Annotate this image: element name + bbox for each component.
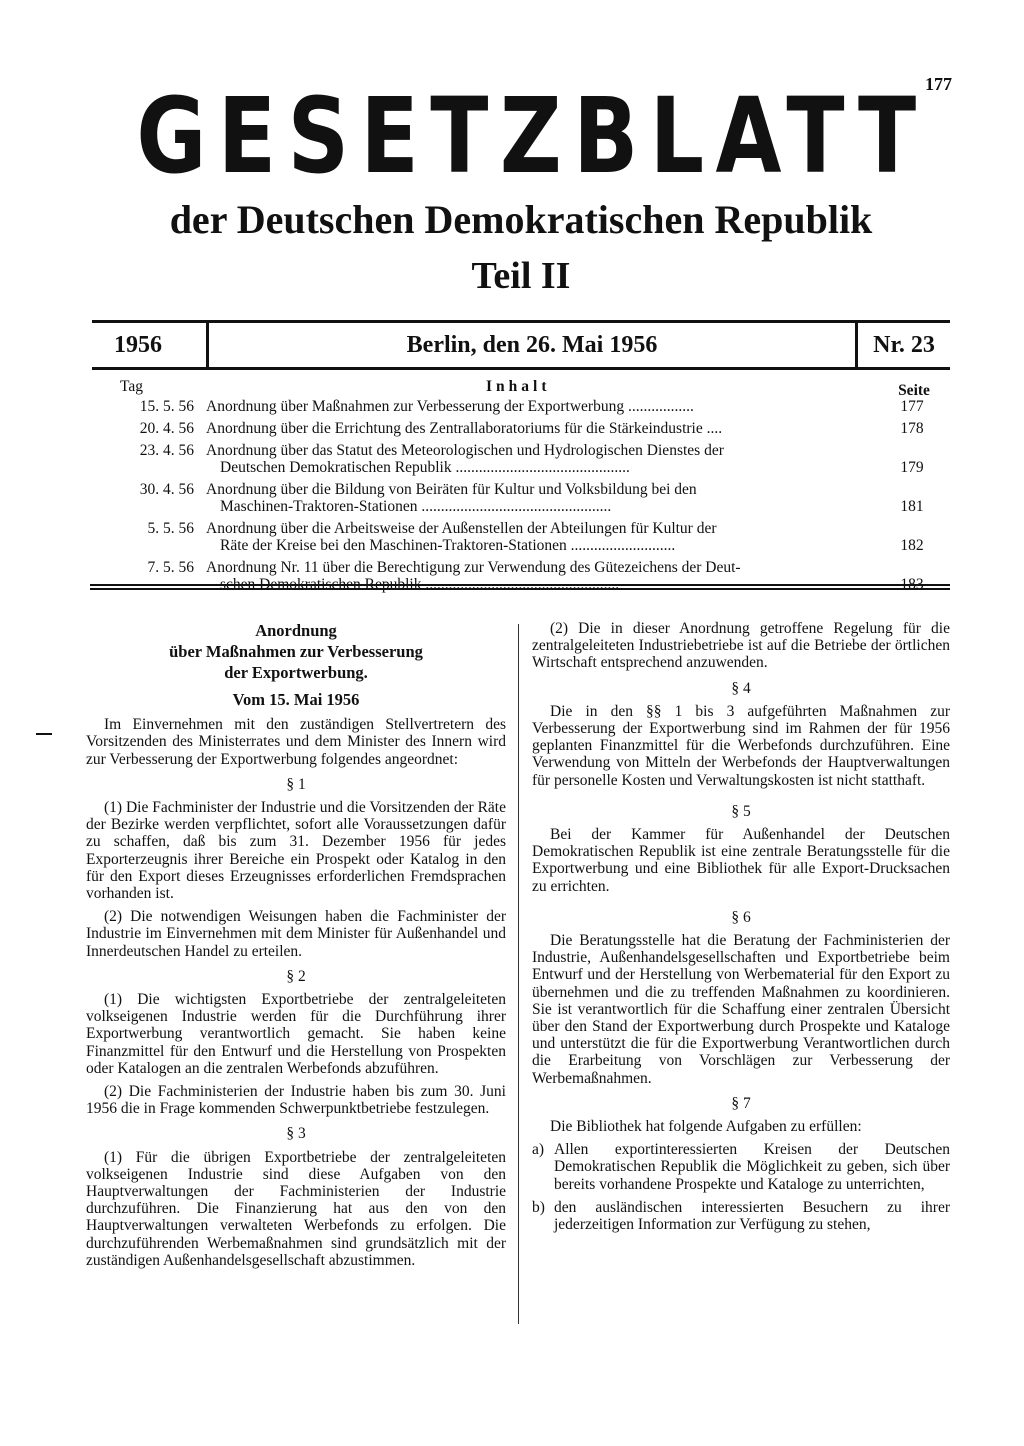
section-7-heading: § 7 — [731, 1094, 751, 1112]
list-item-label: b) — [532, 1198, 545, 1216]
list-item-label: a) — [532, 1141, 545, 1159]
toc-entry — [96, 442, 948, 476]
toc-page: 179 — [900, 459, 924, 476]
section-3-heading: § 3 — [286, 1125, 306, 1143]
toc-text-cont: Maschinen-Traktoren-Stationen ................................................. — [220, 498, 612, 515]
toc-date: 15. 5. 56 — [139, 398, 194, 415]
issue-year: 1956 — [92, 323, 209, 367]
toc-tag-header: Tag — [120, 378, 144, 395]
section-3-para-1: (1) Für die übrigen Exportbetriebe der zentralgeleiteten volkseigenen Industrie sind diese Aufgaben von den Hauptverwaltungen der Fachministerien der Industrie durchzuführen. Die Finanzierung hat aus den von den Hauptverwaltungen verwalteten Werbefonds zu erfolgen. Die durchzuführenden Werbemaßnahmen sind grundsätzlich mit der zuständigen Außenhandelsgesellschaft abzustimmen. — [86, 1148, 506, 1269]
column-divider — [518, 624, 519, 1324]
toc-entry — [96, 481, 948, 515]
toc-entry — [96, 398, 948, 415]
left-column — [86, 620, 506, 1275]
margin-mark — [36, 733, 52, 735]
gazette-title: GESETZBLATT — [136, 75, 928, 197]
issue-bar — [92, 320, 950, 370]
toc-date: 5. 5. 56 — [147, 520, 194, 537]
toc-date: 7. 5. 56 — [147, 559, 194, 576]
section-2-para-2: (2) Die Fachministerien der Industrie haben bis zum 30. Juni 1956 die in Frage kommenden Schwerpunktbetriebe festzulegen. — [86, 1083, 506, 1118]
toc-page: 178 — [900, 420, 924, 437]
gazette-part: Teil II — [471, 255, 571, 297]
toc-text-cont: Räte der Kreise bei den Maschinen-Traktoren-Stationen ........................... — [220, 537, 676, 554]
toc-text — [206, 398, 876, 415]
section-4-para-1: Die in den §§ 1 bis 3 aufgeführten Maßnahmen zur Verbesserung der Exportwerbung sind im Rahmen der für 1956 geplanten Finanzmittel für die Werbefonds durchzuführen. Eine Verwendung von Mitteln der Werbefonds der Hauptverwaltungen für personelle Kosten und Verwaltungskosten ist nicht statthaft. — [532, 702, 950, 789]
toc-date: 30. 4. 56 — [139, 481, 194, 498]
decree-title-line: der Exportwerbung. — [224, 663, 368, 682]
toc-entry — [96, 520, 948, 554]
decree-title-line: über Maßnahmen zur Verbesserung — [169, 642, 423, 661]
toc-text-line: Anordnung über die Errichtung des Zentrallaboratoriums für die Stärkeindustrie .... — [206, 420, 723, 437]
toc-entry — [96, 420, 948, 437]
toc-header — [96, 376, 948, 398]
decree-title — [86, 620, 506, 683]
list-item-text: den ausländischen interessierten Besuchern zu ihrer jederzeitigen Information zur Verfügung zu stehen, — [554, 1198, 950, 1234]
toc-text-line: Anordnung über das Statut des Meteorologischen und Hydrologischen Dienstes der — [206, 442, 724, 459]
toc-text-line: Anordnung über die Arbeitsweise der Außenstellen der Abteilungen für Kultur der — [206, 520, 717, 537]
toc-date: 20. 4. 56 — [139, 420, 194, 437]
issue-place-date: Berlin, den 26. Mai 1956 — [406, 331, 658, 358]
decree-date: Vom 15. Mai 1956 — [232, 690, 360, 709]
section-4-heading: § 4 — [731, 679, 751, 697]
toc-text-line: Anordnung Nr. 11 über die Berechtigung zur Verwendung des Gütezeichens der Deut- — [206, 559, 741, 576]
list-item-text: Allen exportinteressierten Kreisen der Deutschen Demokratischen Republik die Möglichkeit zu geben, sich über bereits vorhandene Prospekte und Kataloge zu unterrichten, — [554, 1141, 950, 1193]
list-item — [532, 1141, 950, 1193]
toc-text-line: Anordnung über Maßnahmen zur Verbesserung der Exportwerbung ................. — [206, 398, 694, 415]
toc-date: 23. 4. 56 — [139, 442, 194, 459]
section-5-para-1: Bei der Kammer für Außenhandel der Deutschen Demokratischen Republik ist eine zentrale Beratungsstelle für die Exportwerbung und eine Bibliothek für alle Export-Drucksachen zu errichten. — [532, 826, 950, 895]
toc-text-cont: Deutschen Demokratischen Republik ............................................. — [220, 459, 630, 476]
list-item — [532, 1199, 950, 1233]
issue-number: Nr. 23 — [855, 323, 950, 367]
toc-text — [206, 420, 876, 437]
toc-text — [206, 481, 876, 515]
table-of-contents — [96, 376, 948, 598]
toc-inhalt-header: Inhalt — [486, 378, 551, 395]
section-2-para-1: (1) Die wichtigsten Exportbetriebe der zentralgeleiteten volkseigenen Industrie werden für die Durchführung ihrer Exportwerbung verantwortlich gemacht. Sie haben keine Finanzmittel für den Entwurf und die Herstellung von Prospekten oder Katalogen an die zentralen Werbefonds abzuführen. — [86, 991, 506, 1077]
toc-text — [206, 442, 876, 476]
gazette-subtitle: der Deutschen Demokratischen Republik — [169, 197, 873, 242]
toc-text — [206, 520, 876, 554]
section-2-heading: § 2 — [286, 967, 306, 985]
section-5-heading: § 5 — [731, 802, 751, 820]
section-3-para-2: (2) Die in dieser Anordnung getroffene Regelung für die zentralgeleiteten Industriebetriebe ist auf die Betriebe der örtlichen Wirtschaft entsprechend anzuwenden. — [532, 620, 950, 672]
page-number: 177 — [925, 74, 952, 94]
right-column — [532, 620, 950, 1239]
intro-paragraph: Im Einvernehmen mit den zuständigen Stellvertretern des Vorsitzenden des Ministerrates und dem Minister des Innern wird zur Verbesserung der Exportwerbung folgendes angeordnet: — [86, 716, 506, 768]
toc-page: 183 — [900, 576, 924, 593]
section-1-para-2: (2) Die notwendigen Weisungen haben die Fachminister der Industrie im Einvernehmen mit dem Minister für Außenhandel und Innerdeutschen Handel zu erteilen. — [86, 908, 506, 960]
toc-text-cont: schen Demokratischen Republik .................................................. — [220, 576, 620, 593]
toc-seite-header: Seite — [898, 382, 930, 399]
section-1-para-1: (1) Die Fachminister der Industrie und die Vorsitzenden der Räte der Bezirke werden verpflichtet, sofort alle Voraussetzungen dafür zu schaffen, daß bis zum 31. Dezember 1956 für jedes Exporterzeugnis ihrer Bereiche ein Prospekt oder Katalog in den für den Export dieses Erzeugnisses erforderlichen Fremdsprachen vorhanden ist. — [86, 799, 506, 903]
toc-page: 177 — [900, 398, 924, 415]
toc-page: 181 — [900, 498, 924, 515]
section-rule — [90, 584, 950, 590]
section-1-heading: § 1 — [286, 775, 306, 793]
section-6-heading: § 6 — [731, 908, 751, 926]
section-7-intro: Die Bibliothek hat folgende Aufgaben zu erfüllen: — [550, 1118, 862, 1136]
toc-text-line: Anordnung über die Bildung von Beiräten für Kultur und Volksbildung bei den — [206, 481, 697, 498]
toc-page: 182 — [900, 537, 924, 554]
section-6-para-1: Die Beratungsstelle hat die Beratung der Fachministerien der Industrie, Außenhandelsgesellschaften und Exportbetriebe beim Entwurf und der Herstellung von Werbematerial für den Export zu übernehmen und die zu treffenden Maßnahmen zu koordinieren. Sie ist verantwortlich für die Schaffung einer zentralen Übersicht über den Stand der Exportwerbung durch Prospekte und Kataloge und unterstützt die für die Exportwerbung Verantwortlichen durch die Erarbeitung von Vorschlägen zur Verbesserung der Werbemaßnahmen. — [532, 932, 950, 1087]
decree-title-line: Anordnung — [255, 621, 337, 640]
